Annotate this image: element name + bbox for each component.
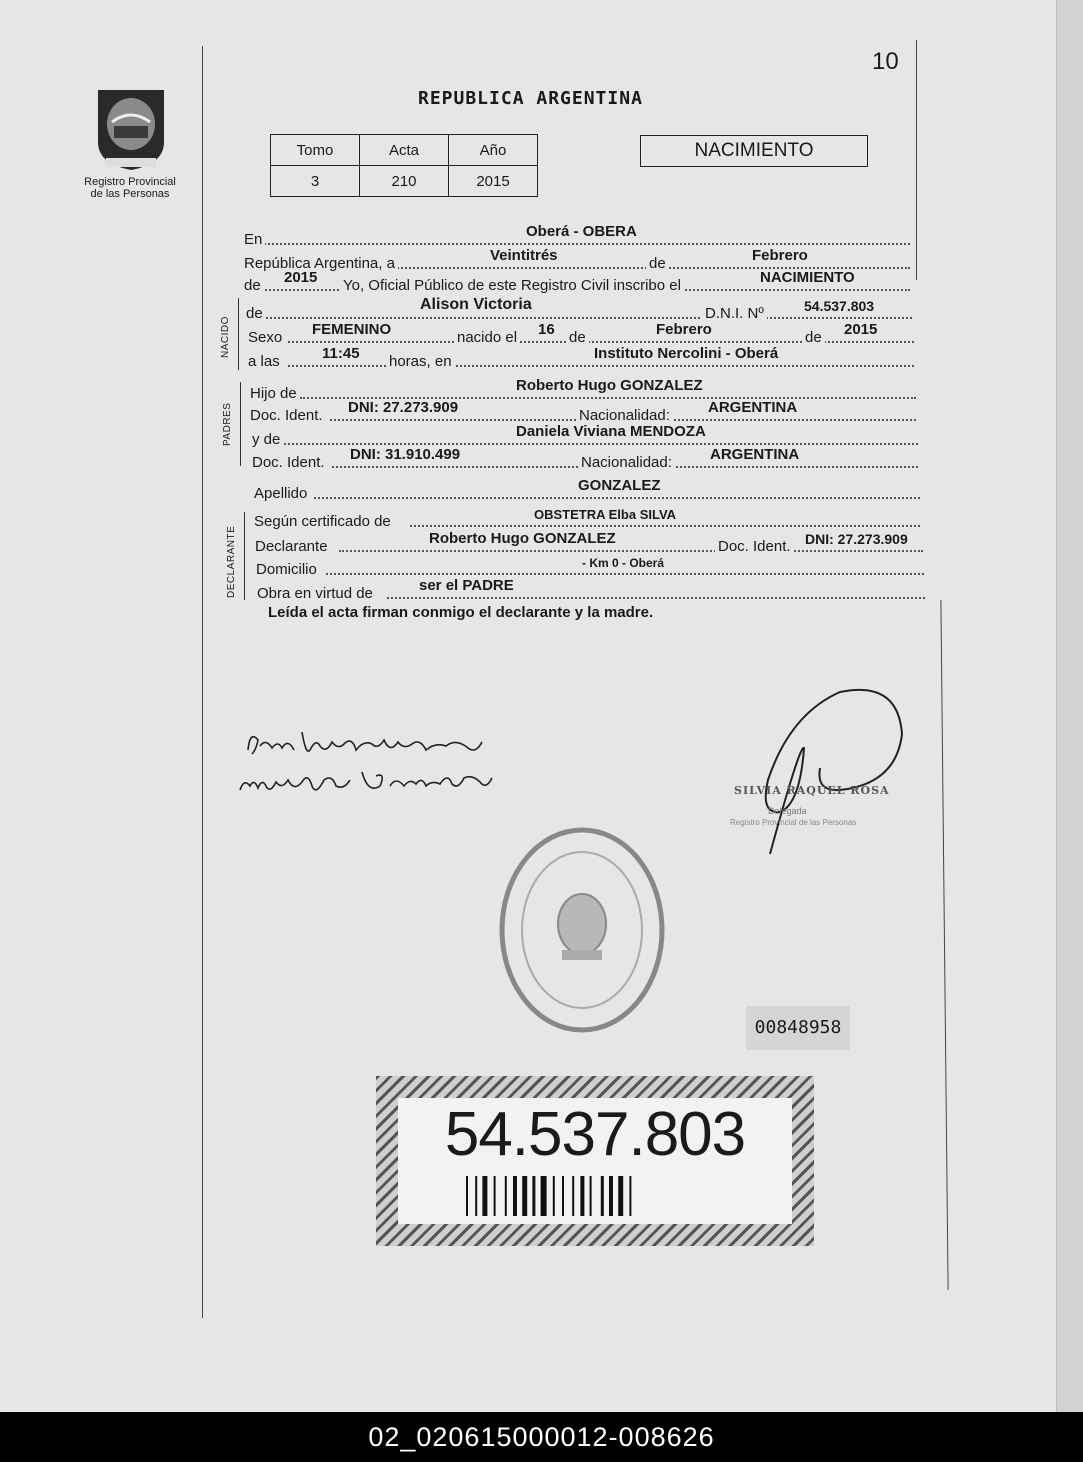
- barcode-bar: [494, 1176, 496, 1216]
- barcode-number: 54.537.803: [444, 1100, 746, 1169]
- child-dni: 54.537.803: [804, 298, 875, 314]
- declarante-doc-label: Doc. Ident.: [715, 538, 794, 555]
- nacido-el-label: nacido el: [454, 329, 520, 346]
- declarante-name: Roberto Hugo GONZALEZ: [429, 530, 616, 547]
- padres-line-mother: [252, 423, 918, 448]
- logo-caption-line2: de las Personas: [90, 188, 170, 200]
- decl-line-cert: [254, 508, 920, 530]
- decl-line-obra: [257, 577, 925, 602]
- intro-line-place: [244, 223, 910, 248]
- sexo-value: FEMENINO: [312, 321, 392, 338]
- barcode-inner: [398, 1098, 792, 1224]
- file-id-bar: 02_020615000012-008626: [0, 1412, 1083, 1462]
- barcode-bar: [572, 1176, 574, 1216]
- barcode-bar: [482, 1176, 487, 1216]
- decl-line-name: [255, 530, 923, 555]
- logo-caption-line1: Registro Provincial: [84, 176, 176, 188]
- parents-signatures: [236, 720, 506, 810]
- barcode-bar: [601, 1176, 604, 1216]
- oficial-text: Yo, Oficial Público de este Registro Civil inscribo el: [340, 277, 684, 294]
- logo-caption: [70, 176, 190, 200]
- cert-label: Según certificado de: [254, 513, 394, 530]
- padres-line-mother-doc: [252, 446, 918, 471]
- barcode-bar: [553, 1176, 555, 1216]
- officer-signature: [720, 684, 920, 864]
- nacido-de-label: de: [246, 305, 266, 322]
- value-ano: 2015: [449, 166, 538, 197]
- de-label: de: [646, 255, 669, 272]
- birth-month: Febrero: [656, 321, 712, 338]
- barcode-bar: [505, 1176, 507, 1216]
- mother-nationality: ARGENTINA: [710, 446, 800, 463]
- father-nac-label: Nacionalidad:: [576, 407, 673, 424]
- father-nationality: ARGENTINA: [708, 399, 798, 416]
- barcode-bar: [475, 1176, 477, 1216]
- domicilio-label: Domicilio: [256, 561, 320, 578]
- nacido-section-label: NACIDO: [220, 316, 231, 358]
- barcode-bars-icon: [466, 1176, 728, 1216]
- dni-label: D.N.I. Nº: [702, 305, 767, 322]
- barcode-bar: [466, 1176, 468, 1216]
- kind-value: NACIMIENTO: [760, 269, 855, 286]
- a-las-label: a las: [248, 353, 283, 370]
- place-value: Oberá - OBERA: [526, 223, 637, 240]
- officer-stamp-org: Registro Provincial de las Personas: [730, 818, 857, 827]
- mother-name: Daniela Viviana MENDOZA: [516, 423, 706, 440]
- header-ano: Año: [449, 135, 538, 166]
- apellido-label: Apellido: [254, 485, 310, 502]
- value-acta: 210: [360, 166, 449, 197]
- apellido-line: [254, 477, 920, 502]
- y-de-label: y de: [252, 431, 283, 448]
- nacido-line-name: [246, 296, 912, 322]
- mother-doc: DNI: 31.910.499: [350, 446, 461, 463]
- father-name: Roberto Hugo GONZALEZ: [516, 377, 703, 394]
- father-doc-label: Doc. Ident.: [250, 407, 326, 424]
- barcode-bar: [609, 1176, 613, 1216]
- obra-value: ser el PADRE: [419, 577, 514, 594]
- hijo-de-label: Hijo de: [250, 385, 300, 402]
- year-value: 2015: [284, 269, 318, 286]
- child-name: Alison Victoria: [420, 296, 532, 313]
- month-value: Febrero: [752, 247, 808, 264]
- barcode-bar: [532, 1176, 535, 1216]
- right-margin-line-top: [916, 40, 917, 280]
- serial-number: 00848958: [746, 1006, 850, 1050]
- declarante-doc: DNI: 27.273.909: [805, 531, 908, 547]
- left-margin-line: [202, 46, 203, 1318]
- obra-label: Obra en virtud de: [257, 585, 376, 602]
- right-margin-line-bottom: [940, 600, 948, 1290]
- father-doc: DNI: 27.273.909: [348, 399, 459, 416]
- apellido-value: GONZALEZ: [578, 477, 661, 494]
- act-kind-box: NACIMIENTO: [640, 135, 868, 167]
- barcode-bar: [618, 1176, 623, 1216]
- birth-place: Instituto Nercolini - Oberá: [594, 345, 779, 362]
- page-number: 10: [872, 48, 899, 75]
- day-value: Veintitrés: [490, 247, 558, 264]
- padres-section-label: PADRES: [222, 402, 233, 446]
- official-seal-icon: [498, 826, 668, 1034]
- republica-label: República Argentina, a: [244, 255, 398, 272]
- birth-year: 2015: [844, 321, 878, 338]
- sexo-label: Sexo: [248, 329, 285, 346]
- declarante-section-label: DECLARANTE: [226, 525, 237, 598]
- mother-doc-label: Doc. Ident.: [252, 454, 328, 471]
- barcode-bar: [629, 1176, 631, 1216]
- header-tomo: Tomo: [271, 135, 360, 166]
- barcode-bar: [562, 1176, 564, 1216]
- barcode-bar: [513, 1176, 517, 1216]
- declarante-label: Declarante: [255, 538, 331, 555]
- nacido-bracket: [238, 298, 239, 370]
- horas-label: horas, en: [386, 353, 455, 370]
- document-title: REPUBLICA ARGENTINA: [418, 88, 643, 109]
- padres-bracket: [240, 382, 241, 466]
- officer-stamp-name: SILVIA RAQUEL ROSA: [734, 784, 890, 797]
- intro-line-oficial: [244, 269, 910, 294]
- header-acta: Acta: [360, 135, 449, 166]
- officer-stamp-role: Delegada: [768, 806, 807, 816]
- declarante-bracket: [244, 512, 245, 600]
- birth-day: 16: [538, 321, 555, 338]
- domicilio-value: - Km 0 - Oberá: [582, 556, 665, 570]
- registry-table: [270, 134, 538, 197]
- nacido-de2-label: de: [566, 329, 589, 346]
- value-tomo: 3: [271, 166, 360, 197]
- nacido-line-time: [248, 345, 914, 370]
- en-label: En: [244, 231, 265, 248]
- barcode-bar: [580, 1176, 584, 1216]
- cert-value: OBSTETRA Elba SILVA: [534, 507, 677, 522]
- paper-edge: [1056, 0, 1083, 1412]
- province-logo-icon: [92, 82, 170, 172]
- mother-nac-label: Nacionalidad:: [578, 454, 675, 471]
- barcode-bar: [541, 1176, 547, 1216]
- barcode-bar: [522, 1176, 527, 1216]
- closing-sentence: Leída el acta firman conmigo el declarante y la madre.: [268, 604, 654, 621]
- barcode-label: [376, 1076, 814, 1246]
- padres-line-father-doc: [250, 399, 916, 424]
- de2-label: de: [244, 277, 264, 294]
- birth-time: 11:45: [322, 345, 360, 362]
- nacido-de3-label: de: [802, 329, 825, 346]
- barcode-bar: [590, 1176, 592, 1216]
- decl-line-domicilio: [256, 556, 924, 578]
- nacido-line-sex: [248, 321, 914, 346]
